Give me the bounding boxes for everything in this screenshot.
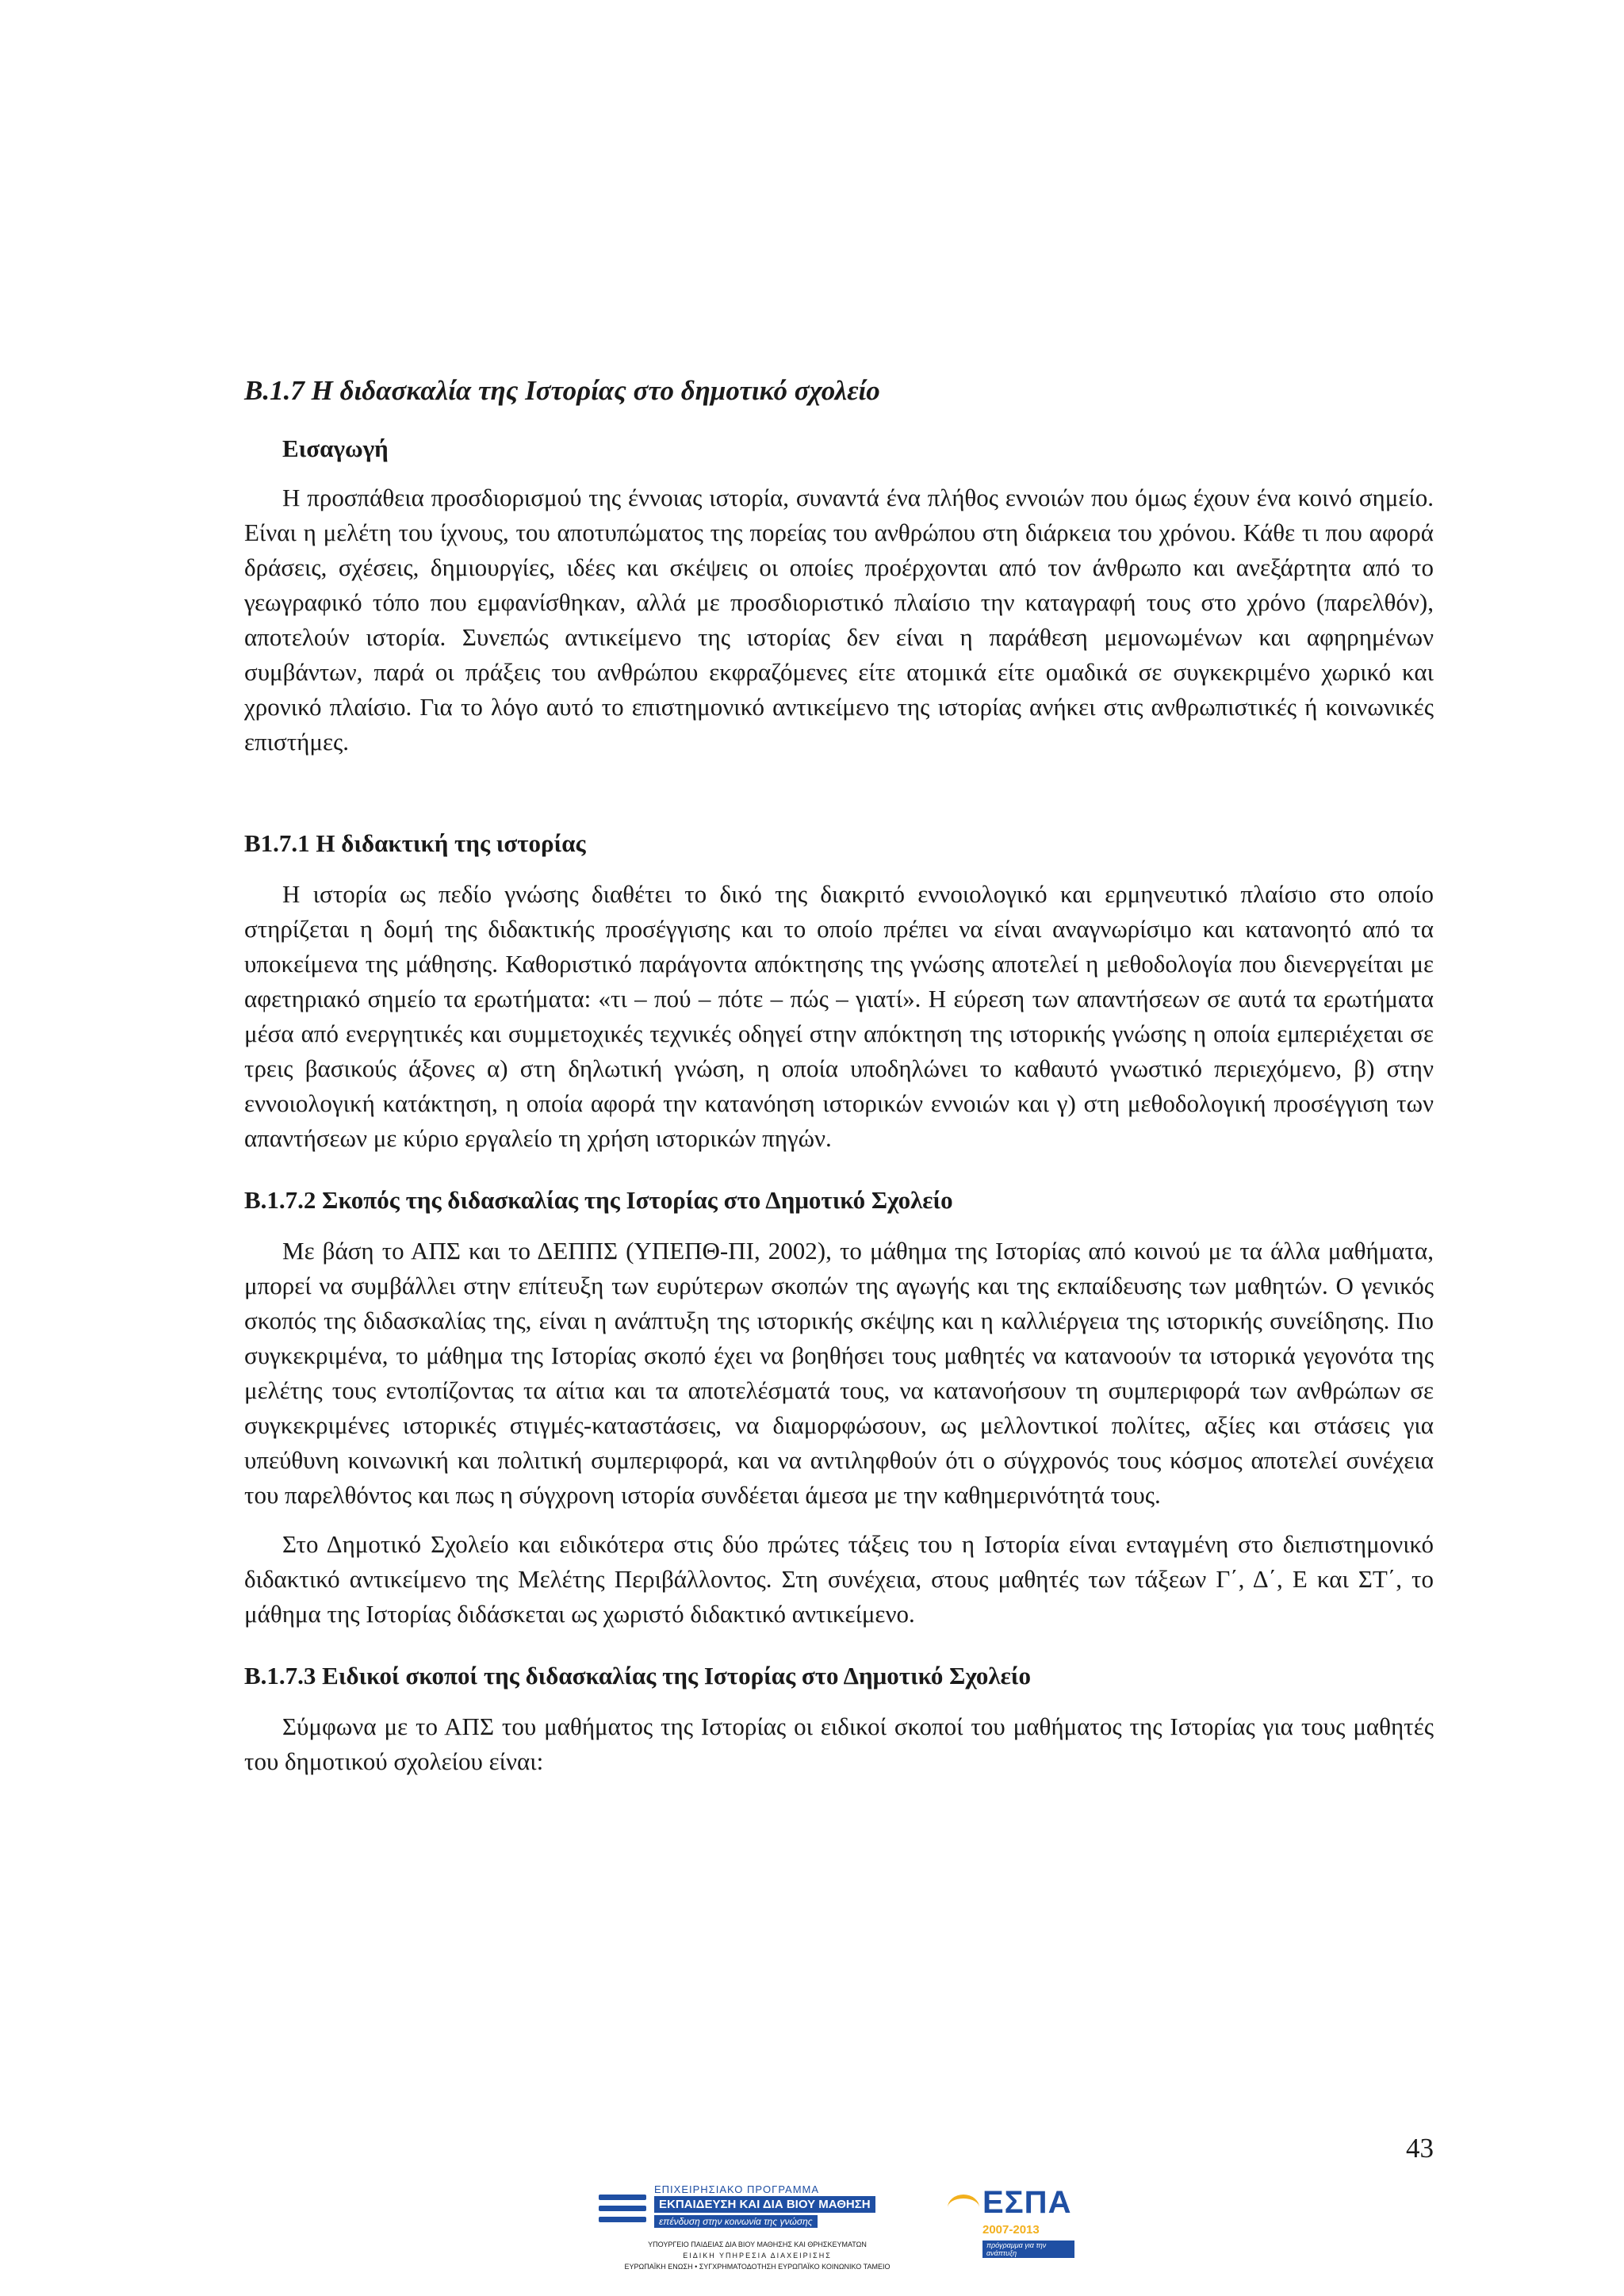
spacer <box>244 1156 1434 1183</box>
section-3-heading: B.1.7.3 Ειδικοί σκοποί της διδασκαλίας της Ιστορίας στο Δημοτικό Σχολείο <box>244 1662 1031 1689</box>
waves-icon <box>599 2188 646 2236</box>
espa-years: 2007-2013 <box>982 2223 1040 2237</box>
spacer <box>244 760 1434 826</box>
logo-left-line6: ΕΥΡΩΠΑΪΚΗ ΕΝΩΣΗ • ΣΥΓΧΡΗΜΑΤΟΔΟΤΗΣΗ ΕΥΡΩΠΑΪΚΟ ΚΟΙΝΩΝΙΚΟ ΤΑΜΕΙΟ <box>624 2263 891 2271</box>
footer-logos <box>599 2180 1074 2275</box>
spacer <box>244 1513 1434 1527</box>
section-2-paragraph-1: Με βάση το ΑΠΣ και το ΔΕΠΠΣ (ΥΠΕΠΘ-ΠΙ, 2002), το μάθημα της Ιστορίας από κοινού με τα άλλα μαθήματα, μπορεί να συμβάλλει στην επίτευξη των ευρύτερων σκοπών της αγωγής και της εκπαίδευσης των μαθητών. Ο γενικός σκοπός της διδασκαλίας της, είναι η ανάπτυξη της ιστορικής σκέψης και η καλλιέργεια της ιστορικής συνείδησης. Πιο συγκεκριμένα, το μάθημα της Ιστορίας σκοπό έχει να βοηθήσει τους μαθητές να κατανοούν τα ιστορικά γεγονότα της μελέτης τους εντοπίζοντας τα αίτια και τα αποτελέσματά τους, να κατανοήσουν τη συμπεριφορά των ανθρώπων σε συγκεκριμένες ιστορικές στιγμές-καταστάσεις, να διαμορφώσουν, ως μελλοντικοί πολίτες, αξίες και στάσεις για υπεύθυνη κοινωνική και πολιτική συμπεριφορά, και να αντιληφθούν ότι ο σύγχρονός τους κόσμος αποτελεί συνέχεια του παρελθόντος και πως η σύγχρονη ιστορία συνδέεται άμεσα με την καθημερινότητά τους. <box>244 1237 1434 1509</box>
espa-logo <box>948 2185 1074 2272</box>
espa-tag: πρόγραμμα για την ανάπτυξη <box>982 2241 1074 2258</box>
section-1-paragraph: Η ιστορία ως πεδίο γνώσης διαθέτει το δικό της διακριτό εννοιολογικό και ερμηνευτικό πλαίσιο στο οποίο στηρίζεται η δομή της διδακτικής προσέγγισης και το οποίο πρέπει να είναι αναγνωρίσιμο και κατανοητό από τα υποκείμενα της μάθησης. Καθοριστικό παράγοντα απόκτησης της γνώσης αποτελεί η μεθοδολογία που διενεργείται με αφετηριακό σημείο τα ερωτήματα: «τι – πού – πότε – πώς – γιατί». Η εύρεση των απαντήσεων σε αυτά τα ερωτήματα μέσα από ενεργητικές και συμμετοχικές τεχνικές οδηγεί στην απόκτηση της ιστορικής γνώσης η οποία εμπεριέχεται σε τρεις βασικούς άξονες α) στη δηλωτική γνώση, η οποία υποδηλώνει το καθαυτό γνωστικό περιεχόμενο, β) στην εννοιολογική κατάκτηση, η οποία αφορά την κατανόηση ιστορικών εννοιών και γ) στη μεθοδολογική προσέγγιση των απαντήσεων με κύριο εργαλείο τη χρήση ιστορικών πηγών. <box>244 880 1434 1152</box>
section-1-heading: B1.7.1 Η διδακτική της ιστορίας <box>244 829 586 857</box>
education-program-logo <box>599 2180 916 2275</box>
intro-heading: Εισαγωγή <box>282 434 389 462</box>
spacer <box>244 1632 1434 1659</box>
logo-left-line1: ΕΠΙΧΕΙΡΗΣΙΑΚΟ ΠΡΟΓΡΑΜΜΑ <box>654 2183 820 2195</box>
logo-left-line4: ΥΠΟΥΡΓΕΙΟ ΠΑΙΔΕΙΑΣ ΔΙΑ ΒΙΟΥ ΜΑΘΗΣΗΣ ΚΑΙ ΘΡΗΣΚΕΥΜΑΤΩΝ <box>648 2241 867 2248</box>
chapter-title: B.1.7 Η διδασκαλία της Ιστορίας στο δημοτικό σχολείο <box>244 375 880 406</box>
section-2-paragraph-2: Στο Δημοτικό Σχολείο και ειδικότερα στις δύο πρώτες τάξεις του η Ιστορία είναι ενταγμένη στο διεπιστημονικό διδακτικό αντικείμενο της Μελέτης Περιβάλλοντος. Στη συνέχεια, στους μαθητές των τάξεων Γ΄, Δ΄, Ε και ΣΤ΄, το μάθημα της Ιστορίας διδάσκεται ως χωριστό διδακτικό αντικείμενο. <box>244 1530 1434 1628</box>
section-3-paragraph: Σύμφωνα με το ΑΠΣ του μαθήματος της Ιστορίας οι ειδικοί σκοποί του μαθήματος της Ιστορίας για τους μαθητές του δημοτικού σχολείου είναι: <box>244 1712 1434 1775</box>
logo-left-line5: ΕΙΔΙΚΗ ΥΠΗΡΕΣΙΑ ΔΙΑΧΕΙΡΙΣΗΣ <box>683 2252 832 2260</box>
page-number: 43 <box>1406 2133 1434 2164</box>
logo-left-line2: ΕΚΠΑΙΔΕΥΣΗ ΚΑΙ ΔΙΑ ΒΙΟΥ ΜΑΘΗΣΗ <box>654 2196 875 2213</box>
logo-left-line3: επένδυση στην κοινωνία της γνώσης <box>654 2215 818 2228</box>
intro-paragraph: Η προσπάθεια προσδιορισμού της έννοιας ιστορία, συναντά ένα πλήθος εννοιών που όμως έχουν ένα κοινό σημείο. Είναι η μελέτη του ίχνους, του αποτυπώματος της πορείας του ανθρώπου στη διάρκεια του χρόνου. Κάθε τι που αφορά δράσεις, σχέσεις, δημιουργίες, ιδέες και σκέψεις οι οποίες προέρχονται από τον άνθρωπο και ανεξάρτητα από το γεωγραφικό τόπο που εμφανίσθηκαν, αλλά με προσδιοριστικό πλαίσιο την καταγραφή τους στο χρόνο (παρελθόν), αποτελούν ιστορία. Συνεπώς αντικείμενο της ιστορίας δεν είναι η παράθεση μεμονωμένων και αφηρημένων συμβάντων, παρά οι πράξεις του ανθρώπου εκφραζόμενες είτε ατομικά είτε ομαδικά σε συγκεκριμένο χωρικό και χρονικό πλαίσιο. Για το λόγο αυτό το επιστημονικό αντικείμενο της ιστορίας ανήκει στις ανθρωπιστικές ή κοινωνικές επιστήμες. <box>244 484 1434 756</box>
arc-icon <box>948 2195 979 2221</box>
espa-name: ΕΣΠΑ <box>982 2185 1072 2220</box>
section-2-heading: B.1.7.2 Σκοπός της διδασκαλίας της Ιστορίας στο Δημοτικό Σχολείο <box>244 1186 953 1214</box>
page-content <box>244 373 1434 1779</box>
